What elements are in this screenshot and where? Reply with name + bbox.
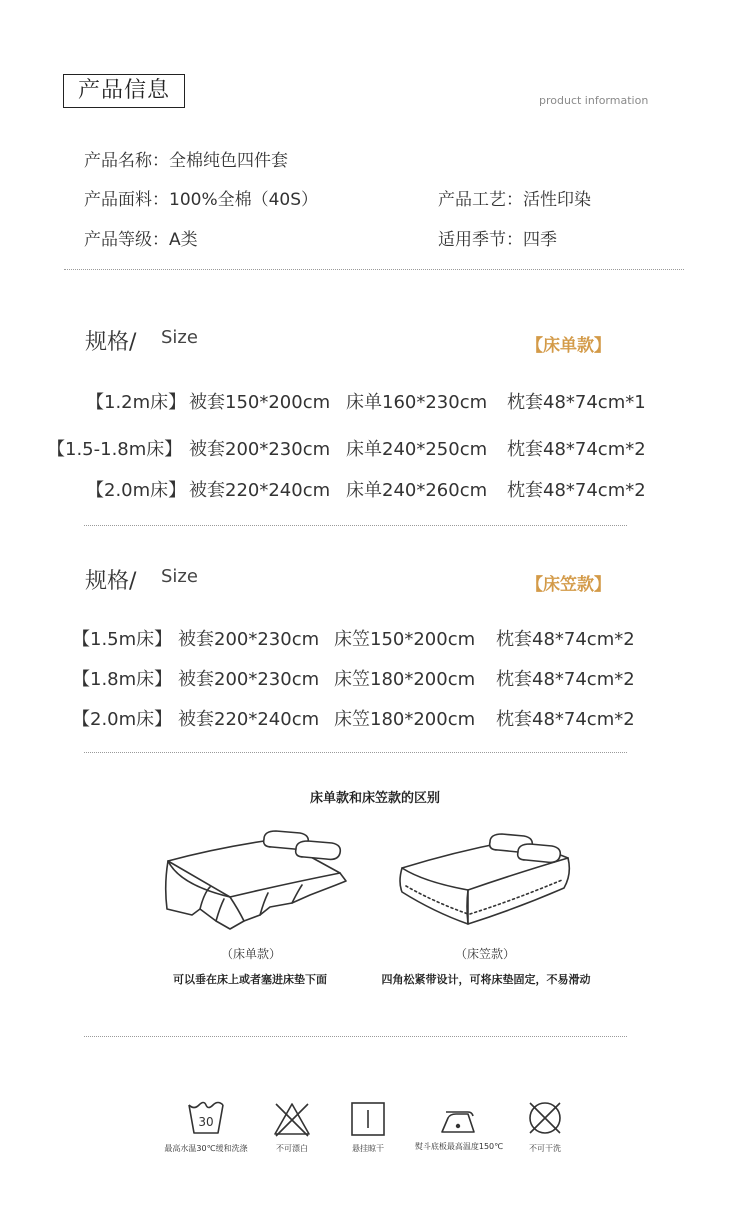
size-cell: 【2.0m床】	[72, 709, 173, 730]
product-grade: 产品等级：A类	[84, 230, 198, 250]
size-cell: 【1.5m床】	[72, 629, 173, 650]
hang-dry-icon	[348, 1100, 388, 1140]
product-craft: 产品工艺：活性印染	[438, 190, 591, 210]
spec-type-label: 【床笠款】	[526, 575, 611, 595]
pillow-cell: 枕套48*74cm*2	[496, 629, 635, 650]
pillow-cell: 枕套48*74cm*2	[496, 669, 635, 690]
difference-title: 床单款和床笠款的区别	[309, 791, 440, 806]
flat-sheet-caption: （床单款）	[220, 947, 281, 961]
pillow-cell: 枕套48*74cm*2	[507, 480, 646, 501]
spec-size-label: Size	[161, 327, 198, 348]
duvet-cell: 被套150*200cm	[189, 392, 331, 413]
iron-icon	[438, 1100, 478, 1140]
care-label: 最高水温30℃缓和洗涤	[164, 1144, 248, 1153]
spec-size-label: Size	[161, 566, 198, 587]
size-cell: 【1.2m床】	[86, 392, 187, 413]
section-title: 产品信息	[63, 74, 185, 108]
duvet-cell: 被套220*240cm	[189, 480, 331, 501]
no-dry-clean-icon	[525, 1098, 565, 1138]
pillow-cell: 枕套48*74cm*2	[496, 709, 635, 730]
care-label: 不可漂白	[276, 1144, 308, 1153]
care-item	[186, 1100, 226, 1144]
sheet-cell: 床单240*260cm	[346, 480, 488, 501]
table-row	[0, 476, 750, 500]
spec-type-label: 【床单款】	[526, 336, 611, 356]
duvet-cell: 被套220*240cm	[178, 709, 320, 730]
flat-sheet-bed-illustration	[160, 825, 352, 943]
divider	[64, 269, 684, 270]
sheet-cell: 床单240*250cm	[346, 439, 488, 460]
section-subtitle: product information	[539, 94, 649, 107]
sheet-cell: 床单160*230cm	[346, 392, 488, 413]
flat-sheet-description: 可以垂在床上或者塞进床垫下面	[173, 973, 327, 986]
sheet-cell: 床笠150*200cm	[334, 629, 476, 650]
divider	[84, 525, 627, 526]
fitted-sheet-description: 四角松紧带设计，可将床垫固定，不易滑动	[381, 973, 591, 986]
fitted-sheet-bed-illustration	[394, 830, 574, 930]
wash-temperature: 30	[198, 1115, 214, 1129]
care-label: 不可干洗	[529, 1144, 561, 1153]
care-label: 熨斗底板最高温度150℃	[414, 1142, 504, 1151]
table-row	[0, 705, 750, 729]
sheet-cell: 床笠180*200cm	[334, 669, 476, 690]
product-name: 产品名称：全棉纯色四件套	[84, 151, 288, 171]
care-item	[525, 1098, 565, 1142]
fitted-sheet-caption: （床笠款）	[454, 947, 515, 961]
size-cell: 【1.8m床】	[72, 669, 173, 690]
product-season: 适用季节：四季	[438, 230, 557, 250]
size-cell: 【2.0m床】	[86, 480, 187, 501]
duvet-cell: 被套200*230cm	[178, 629, 320, 650]
size-cell: 【1.5-1.8m床】	[47, 439, 183, 460]
divider	[84, 1036, 627, 1037]
care-item	[348, 1100, 388, 1144]
sheet-cell: 床笠180*200cm	[334, 709, 476, 730]
no-bleach-icon	[272, 1100, 312, 1140]
divider	[84, 752, 627, 753]
spec-title: 规格/	[85, 569, 137, 594]
duvet-cell: 被套200*230cm	[178, 669, 320, 690]
wash-30-icon	[186, 1100, 226, 1140]
table-row	[0, 625, 750, 649]
pillow-cell: 枕套48*74cm*2	[507, 439, 646, 460]
pillow-cell: 枕套48*74cm*1	[507, 392, 646, 413]
table-row	[0, 435, 750, 459]
product-fabric: 产品面料：100%全棉（40S）	[84, 190, 319, 210]
table-row	[0, 665, 750, 689]
table-row	[0, 388, 750, 412]
care-item	[438, 1100, 478, 1144]
care-label: 悬挂晾干	[352, 1144, 384, 1153]
duvet-cell: 被套200*230cm	[189, 439, 331, 460]
spec-title: 规格/	[85, 330, 137, 355]
care-item	[272, 1100, 312, 1144]
